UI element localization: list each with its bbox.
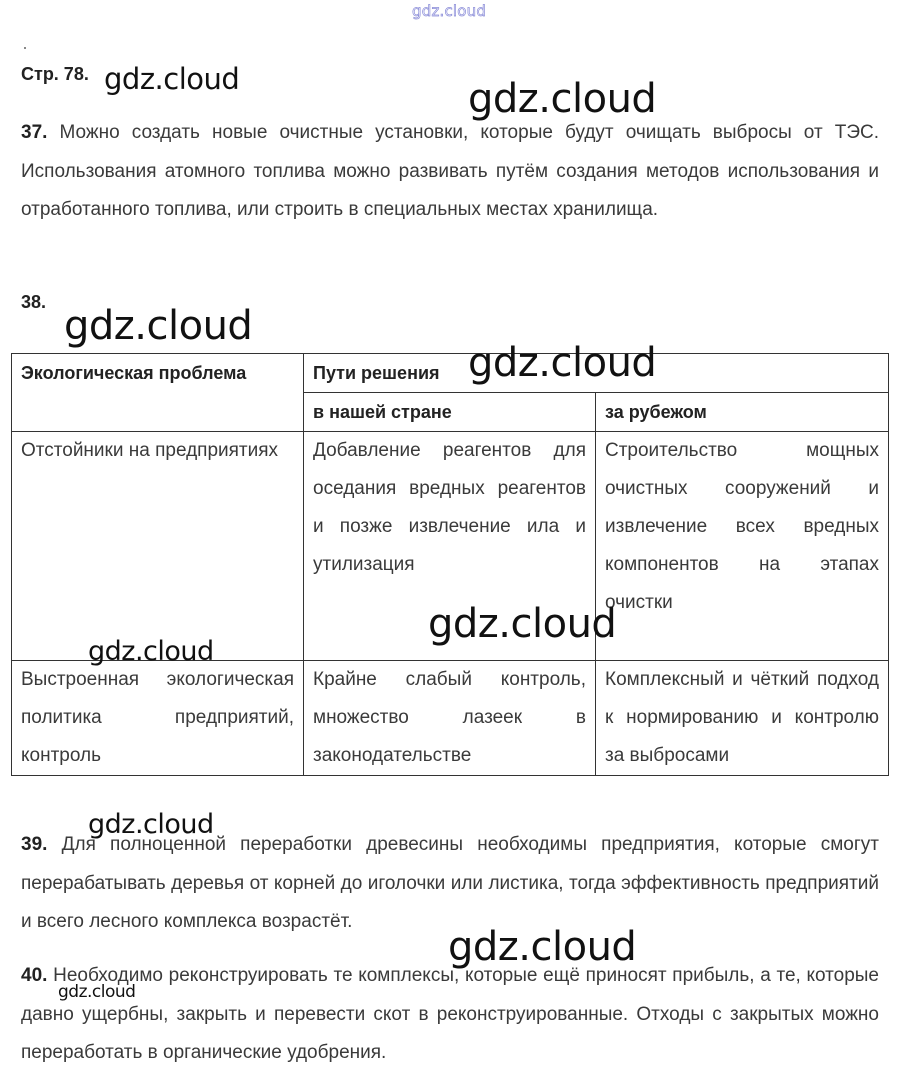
stray-dot — [24, 47, 26, 49]
page-header: Стр. 78. — [21, 64, 89, 84]
cell-domestic: Добавление реагентов для оседания вредных реагентов и позже извлечение ила и утилизация — [304, 432, 596, 661]
watermark: gdz.cloud — [64, 303, 253, 349]
header-abroad: за рубежом — [596, 393, 889, 432]
task-40-text: Необходимо реконструировать те комплексы, которые ещё приносят прибыль, а те, которые давно ущербны, закрыть и перевести скот в реконструированные. Отходы с закрытых можно переработать в органические удобрения. — [21, 965, 879, 1063]
watermark-top: gdz.cloud — [412, 2, 487, 20]
watermark: gdz.cloud — [88, 636, 214, 667]
watermark: gdz.cloud — [428, 601, 617, 647]
task-40-number: 40. — [21, 965, 48, 986]
header-domestic: в нашей стране — [304, 393, 596, 432]
cell-problem: Выстроенная экологическая политика предприятий, контроль — [12, 661, 304, 776]
watermark: gdz.cloud — [104, 62, 240, 96]
watermark: gdz.cloud — [448, 924, 637, 970]
ecology-table — [11, 353, 889, 776]
task-39-text: Для полноценной переработки древесины необходимы предприятия, которые смогут перерабатывать деревья от корней до иголочки или листика, тогда эффективность предприятий и всего лесного комплекса возрастёт. — [21, 834, 880, 932]
header-problem: Экологическая проблема — [12, 354, 304, 432]
task-40-paragraph — [21, 957, 879, 1073]
watermark: gdz.cloud — [468, 340, 657, 386]
task-38-number: 38. — [21, 292, 47, 312]
cell-problem: Отстойники на предприятиях — [12, 432, 304, 661]
table-row — [12, 661, 889, 776]
task-37-number: 37. — [21, 122, 48, 143]
watermark: gdz.cloud — [88, 809, 214, 840]
cell-domestic: Крайне слабый контроль, множество лазеек в законодательстве — [304, 661, 596, 776]
task-39-number: 39. — [21, 834, 48, 855]
watermark: gdz.cloud — [468, 76, 657, 122]
cell-abroad: Комплексный и чёткий подход к нормированию и контролю за выбросами — [596, 661, 889, 776]
task-37-text: Можно создать новые очистные установки, которые будут очищать выбросы от ТЭС. Использования атомного топлива можно развивать путём создания методов использования и отработанного топлива, или строить в специальных местах хранилища. — [21, 122, 879, 220]
header-solutions: Пути решения — [304, 354, 889, 393]
cell-abroad: Строительство мощных очистных сооружений и извлечение всех вредных компонентов на этапах очистки — [596, 432, 889, 661]
task-37-paragraph — [21, 114, 879, 230]
watermark: gdz.cloud — [58, 982, 136, 1002]
